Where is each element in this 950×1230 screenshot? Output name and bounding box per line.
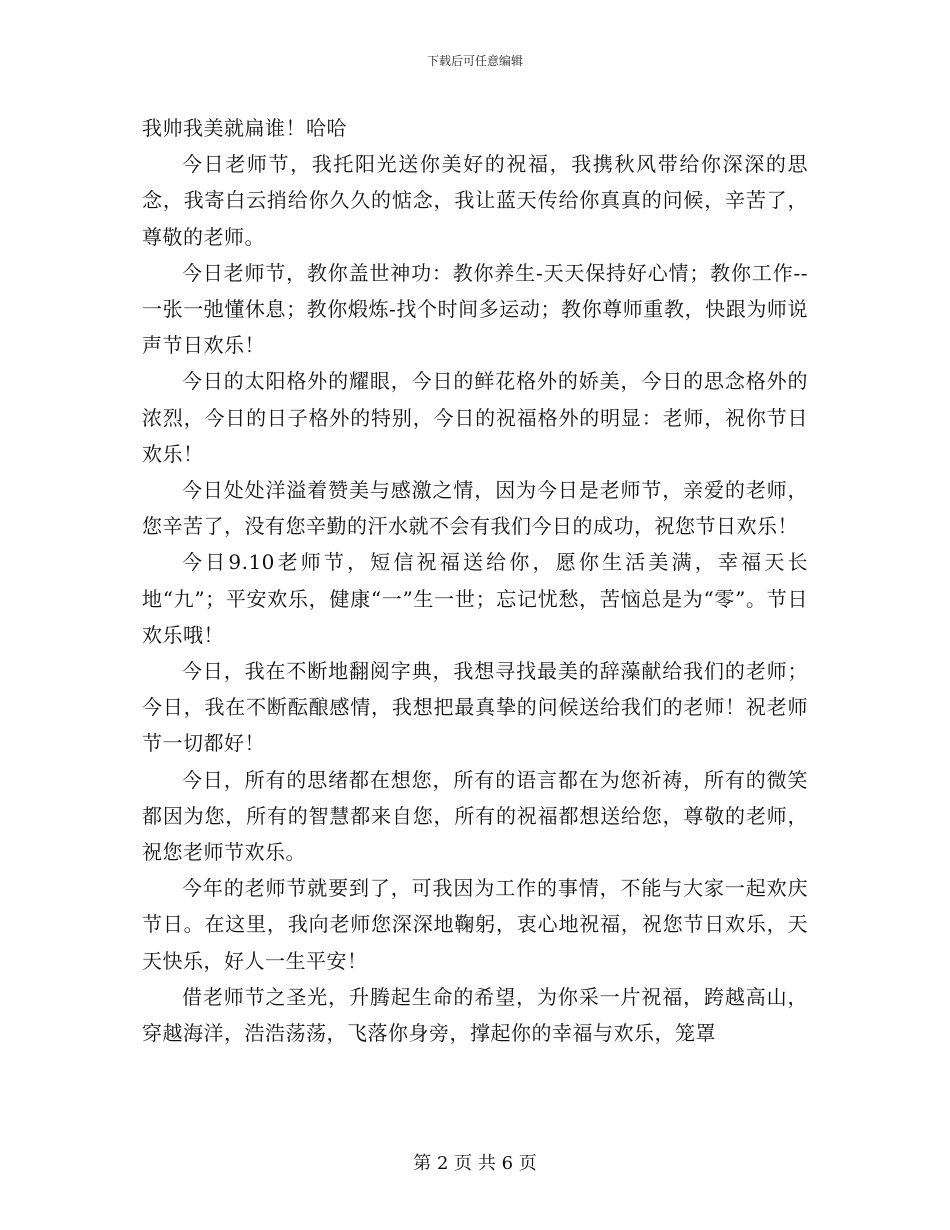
paragraph-3: 今日老师节，教你盖世神功：教你养生-天天保持好心情；教你工作--一张一弛懂休息；教你煅炼-找个时间多运动；教你尊师重教，快跟为师说声节日欢乐！ (142, 260, 808, 358)
paragraph-6: 今日9.10老师节，短信祝福送给你，愿你生活美满，幸福天长地“九”；平安欢乐，健康“一”生一世；忘记忧愁，苦恼总是为“零”。节日欢乐哦！ (142, 550, 808, 647)
paragraph-4: 今日的太阳格外的耀眼，今日的鲜花格外的娇美，今日的思念格外的浓烈，今日的日子格外的特别，今日的祝福格外的明显：老师，祝你节日欢乐！ (142, 369, 808, 466)
paragraph-5: 今日处处洋溢着赞美与感激之情，因为今日是老师节，亲爱的老师，您辛苦了，没有您辛勤的汗水就不会有我们今日的成功，祝您节日欢乐！ (142, 478, 808, 539)
paragraph-7: 今日，我在不断地翻阅字典，我想寻找最美的辞藻献给我们的老师；今日，我在不断酝酿感情，我想把最真挚的问候送给我们的老师！祝老师节一切都好！ (142, 659, 808, 756)
page-number-footer: 第 2 页 共 6 页 (413, 1153, 537, 1174)
page-header: 下载后可任意编辑 (426, 54, 523, 68)
document-body (142, 110, 808, 1051)
paragraph-10: 借老师节之圣光，升腾起生命的希望，为你采一片祝福，跨越高山，穿越海洋，浩浩荡荡，飞落你身旁，撑起你的幸福与欢乐，笼罩 (142, 984, 808, 1046)
paragraph-2: 今日老师节，我托阳光送你美好的祝福，我携秋风带给你深深的思念，我寄白云捎给你久久的惦念，我让蓝天传给你真真的问候，辛苦了，尊敬的老师。 (142, 152, 808, 249)
paragraph-8: 今日，所有的思绪都在想您，所有的语言都在为您祈祷，所有的微笑都因为您，所有的智慧都来自您，所有的祝福都想送给您，尊敬的老师，祝您老师节欢乐。 (142, 767, 808, 865)
paragraph-1: 我帅我美就扁谁！哈哈 (142, 116, 347, 140)
paragraph-9: 今年的老师节就要到了，可我因为工作的事情，不能与大家一起欢庆节日。在这里，我向老师您深深地鞠躬，衷心地祝福，祝您节日欢乐，天天快乐，好人一生平安！ (142, 876, 808, 973)
